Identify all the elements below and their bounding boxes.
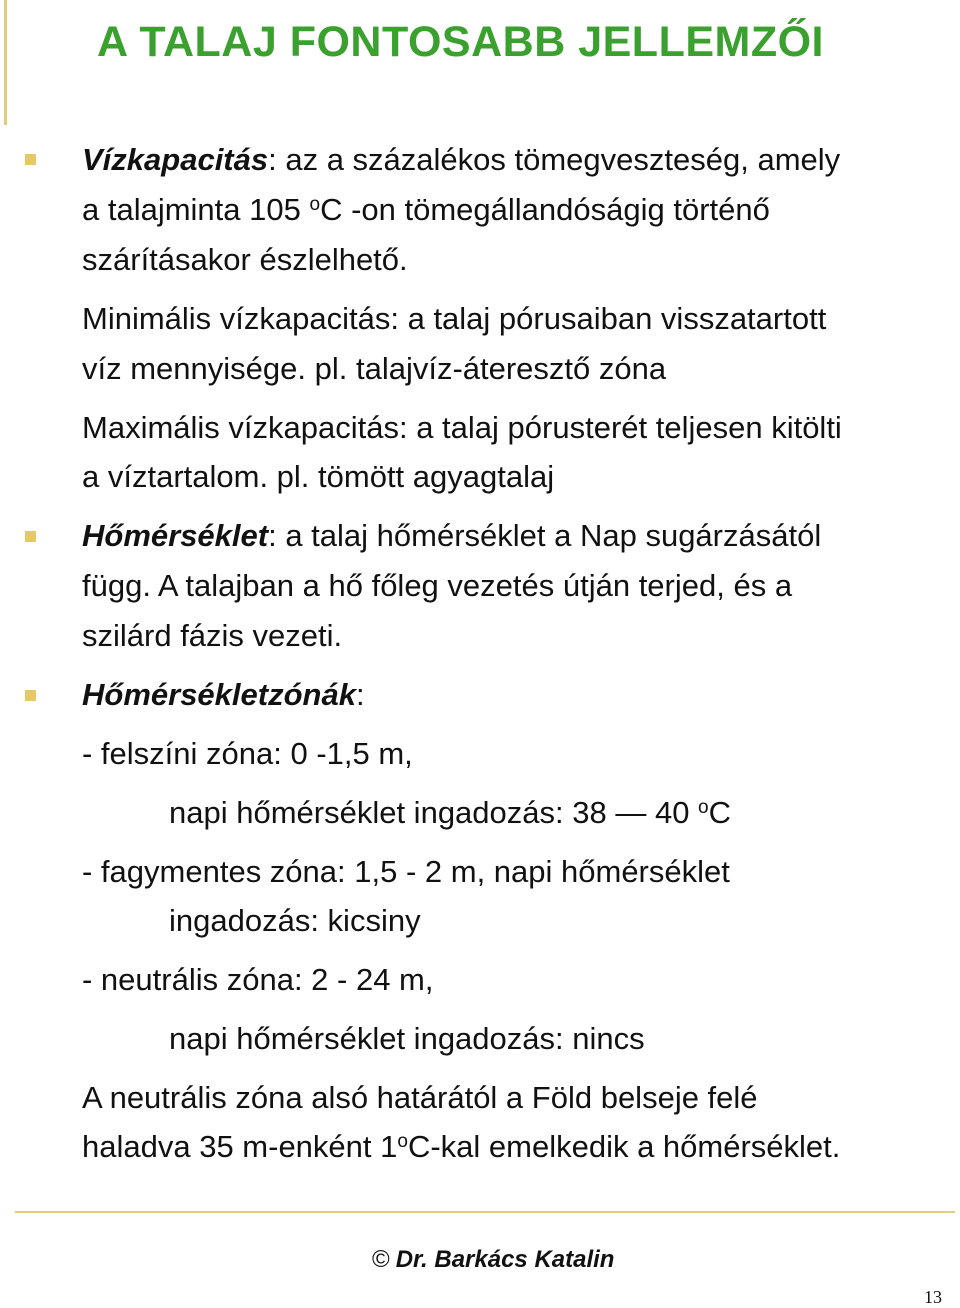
degree-superscript: o	[698, 797, 709, 818]
degree-superscript: o	[397, 1131, 408, 1152]
bullet-1-line-3: szárításakor észlelhető.	[82, 242, 408, 277]
bullet-1-line-2	[82, 192, 770, 228]
term-vizkapacitas: Vízkapacitás	[82, 142, 269, 177]
bullet-1-line-7: a víztartalom. pl. tömött agyagtalaj	[82, 459, 555, 494]
zone-frostfree-detail: ingadozás: kicsiny	[169, 903, 421, 938]
zone-text: C	[708, 795, 732, 830]
bullet-marker	[25, 154, 36, 165]
degree-superscript: o	[309, 194, 321, 215]
bullet-1-line-6: Maximális vízkapacitás: a talaj pórusterét teljesen kitölti	[82, 410, 842, 445]
bullet-1-text: a talajminta 105	[82, 192, 310, 227]
bullet-1-text: : az a százalékos tömegveszteség, amely	[268, 142, 841, 177]
bullet-2-line-2: függ. A talajban a hő főleg vezetés útján terjed, és a	[82, 568, 793, 603]
zone-text: napi hőmérséklet ingadozás: 38 — 40	[169, 795, 699, 830]
page-number: 13	[924, 1287, 942, 1307]
zone-neutral-detail: napi hőmérséklet ingadozás: nincs	[169, 1021, 645, 1056]
zone-surface: - felszíni zóna: 0 -1,5 m,	[82, 736, 413, 771]
zone-frostfree: - fagymentes zóna: 1,5 - 2 m, napi hőmérséklet	[82, 854, 730, 889]
footer-credit	[372, 1246, 614, 1274]
closing-line-1: A neutrális zóna alsó határától a Föld belseje felé	[82, 1080, 758, 1115]
author-name: Dr. Barkács Katalin	[395, 1246, 615, 1273]
bullet-marker	[25, 690, 36, 701]
slide-title: A TALAJ FONTOSABB JELLEMZŐI	[97, 18, 824, 66]
zone-neutral: - neutrális zóna: 2 - 24 m,	[82, 962, 434, 997]
copyright-icon: ©	[372, 1246, 390, 1273]
term-homersekletzonak: Hőmérsékletzónák	[82, 677, 356, 712]
term-homerseklet: Hőmérséklet	[82, 518, 269, 553]
bullet-2-line-1	[82, 518, 821, 554]
zone-surface-detail	[169, 795, 731, 831]
closing-text: C-kal emelkedik a hőmérséklet.	[407, 1129, 841, 1164]
bullet-marker	[25, 531, 36, 542]
closing-line-2	[82, 1129, 840, 1165]
bullet-3-text: :	[355, 677, 365, 712]
bullet-1-line-1	[82, 142, 840, 178]
bullet-2-line-3: szilárd fázis vezeti.	[82, 618, 343, 653]
bullet-3-line-1	[82, 677, 365, 713]
footer-rule	[15, 1211, 955, 1213]
left-decorative-rule	[4, 0, 7, 125]
bullet-1-line-4: Minimális vízkapacitás: a talaj pórusaiban visszatartott	[82, 301, 827, 336]
closing-text: haladva 35 m-enként 1	[82, 1129, 398, 1164]
bullet-2-text: : a talaj hőmérséklet a Nap sugárzásától	[268, 518, 822, 553]
bullet-1-text: C -on tömegállandóságig történő	[320, 192, 770, 227]
bullet-1-line-5: víz mennyisége. pl. talajvíz-áteresztő zóna	[82, 351, 667, 386]
